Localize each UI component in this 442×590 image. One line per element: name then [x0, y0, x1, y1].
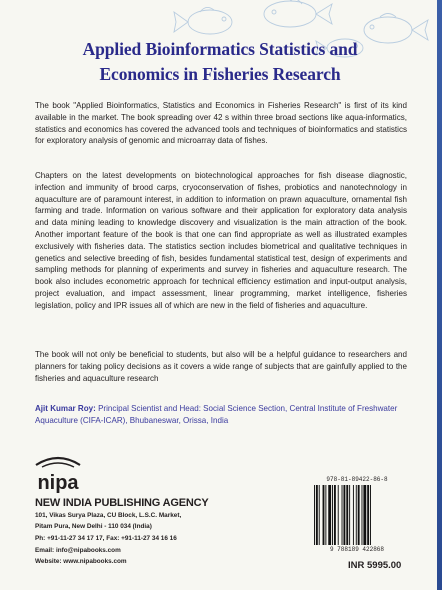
- book-title: [20, 37, 420, 87]
- price: INR 5995.00: [348, 560, 402, 571]
- publisher-address-2: Pitam Pura, New Delhi - 110 034 (India): [35, 523, 152, 530]
- publisher-website: Website: www.nipabooks.com: [35, 558, 127, 565]
- description-paragraph-3: The book will not only be beneficial to students, but also will be a helpful guidance to researchers and planners for taking policy decisions as it covers a wide range of subjects that are gainfully applied to the fisheries and aquaculture research: [35, 350, 407, 383]
- isbn-top-text: 978-81-89422-86-8: [326, 476, 388, 483]
- nipa-logo-icon: [28, 455, 88, 497]
- logo-text: nipa: [37, 472, 79, 494]
- title-line-2: Economics in Fisheries Research: [99, 64, 341, 84]
- author-name: Ajit Kumar Roy:: [35, 404, 96, 413]
- title-line-1: Applied Bioinformatics Statistics and: [82, 39, 358, 59]
- description-paragraph-1: The book "Applied Bioinformatics, Statistics and Economics in Fisheries Research" is first of its kind available in the market. The book spreading over 42 s within three broad sections like aqua-informatics, statistics and economics has covered the advanced tools and techniques of bioinformatics and statistics for exploratory analysis of genomic and microarray data of fishes.: [35, 101, 407, 146]
- isbn-barcode: [308, 476, 406, 556]
- barcode-bars-icon: [314, 485, 400, 545]
- publisher-phone: Ph: +91-11-27 34 17 17, Fax: +91-11-27 34 16 16: [35, 535, 177, 542]
- publisher-name: NEW INDIA PUBLISHING AGENCY: [35, 497, 209, 509]
- isbn-bottom-text: 9 788189 422868: [329, 546, 384, 553]
- spine-edge: [437, 0, 442, 590]
- description-paragraph-2: Chapters on the latest developments on biotechnological approaches for fish disease diagnostic, infection and immunity of brood carps, cryoconservation of fishes, probiotics and nanotechnology in aquaculture are of paramount interest, in addition to information on prawn aquaculture, ornamental fish farming and trade. Information on various software and their application for exploratory data analysis and data mining leading to knowledge discovery and visualization is the main attraction of the book. Another important feature of the book is that one can find appropriate as well as illustrated examples exclusively with fisheries data. The statistics section includes biometrical and qualitative techniques in genetics and selective breeding of fish, besides fundamental statistical test, design of experiments and sampling methods for planning of experiments and survey in fisheries and aquaculture research. The book also includes econometric approach for technical efficiency estimation and input-output analysis, project evaluation, and impact assessment, linear programming, market intelligence, fisheries legislation, policy and IPR issues all of which are new in the field of fisheries and aquaculture.: [35, 171, 407, 310]
- author-affiliation: Principal Scientist and Head: Social Science Section, Central Institute of Freshwater Aquaculture (CIFA-ICAR), Bhubaneswar, Orissa, India: [35, 404, 398, 425]
- publisher-address-1: 101, Vikas Surya Plaza, CU Block, L.S.C. Market,: [35, 512, 182, 519]
- author-info: [35, 403, 415, 427]
- publisher-email: Email: info@nipabooks.com: [35, 547, 121, 554]
